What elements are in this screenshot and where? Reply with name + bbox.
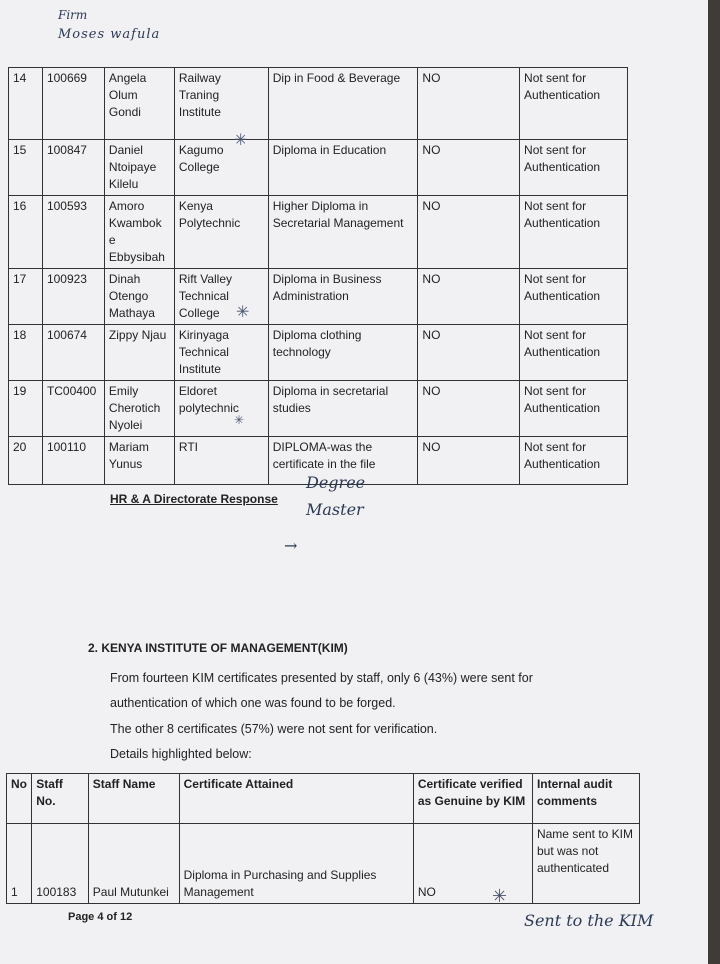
cell-staff-no: 100847	[42, 140, 104, 196]
cell-certificate: Diploma clothing technology	[268, 325, 418, 381]
page-number: Page 4 of 12	[68, 911, 133, 923]
cell-institution: Kirinyaga Technical Institute	[174, 325, 268, 381]
section-2-paragraph-2: The other 8 certificates (57%) were not sent for verification.	[110, 722, 438, 736]
handwritten-note-top-2: Moses wafula	[58, 27, 161, 42]
handwritten-arrow: →	[284, 536, 298, 555]
header-staff-name: Staff Name	[88, 774, 179, 824]
cell-staff-no: 100923	[42, 269, 104, 325]
cell-comment: Not sent for Authentication	[520, 196, 628, 269]
cell-certificate: Dip in Food & Beverage	[268, 68, 418, 140]
cell-certificate: Diploma in secretarial studies	[268, 381, 418, 437]
cell-institution: Eldoret polytechnic	[174, 381, 268, 437]
cell-name: Angela Olum Gondi	[104, 68, 174, 140]
cell-verified: NO	[418, 437, 520, 485]
section-2-paragraph-1: From fourteen KIM certificates presented by staff, only 6 (43%) were sent for	[110, 671, 533, 685]
cell-comment: Not sent for Authentication	[520, 325, 628, 381]
table-row	[9, 269, 628, 325]
cell-name: Mariam Yunus	[104, 437, 174, 485]
cell-no: 15	[9, 140, 43, 196]
asterisk-mark: ✳	[234, 132, 248, 149]
cell-staff-no: 100669	[42, 68, 104, 140]
cell-staff-no: 100674	[42, 325, 104, 381]
handwritten-note-bottom: Sent to the KIM	[524, 911, 654, 930]
section-2-paragraph-1b: authentication of which one was found to be forged.	[110, 696, 396, 710]
cell-name: Paul Mutunkei	[88, 824, 179, 904]
asterisk-mark: ✳	[236, 304, 250, 321]
cell-certificate: Diploma in Business Administration	[268, 269, 418, 325]
cell-name: Daniel Ntoipaye Kilelu	[104, 140, 174, 196]
header-comments: Internal audit comments	[532, 774, 639, 824]
cell-certificate: Diploma in Education	[268, 140, 418, 196]
table-row	[9, 381, 628, 437]
section-2-heading: 2. KENYA INSTITUTE OF MANAGEMENT(KIM)	[88, 641, 348, 655]
cell-verified: NO	[418, 196, 520, 269]
header-no: No	[7, 774, 32, 824]
cell-no: 1	[7, 824, 32, 904]
section-2-paragraph-3: Details highlighted below:	[110, 747, 252, 761]
table-row	[7, 824, 640, 904]
cell-comment: Not sent for Authentication	[520, 437, 628, 485]
cell-institution: Railway Traning Institute	[174, 68, 268, 140]
cell-name: Emily Cherotich Nyolei	[104, 381, 174, 437]
cell-comment: Not sent for Authentication	[520, 269, 628, 325]
cell-no: 20	[9, 437, 43, 485]
cell-staff-no: TC00400	[42, 381, 104, 437]
cell-name: Zippy Njau	[104, 325, 174, 381]
cell-verified: NO	[413, 824, 532, 904]
cell-staff-no: 100183	[32, 824, 89, 904]
hr-response-heading: HR & A Directorate Response	[110, 492, 278, 506]
asterisk-mark: ✳	[492, 886, 508, 906]
cell-comment: Not sent for Authentication	[520, 68, 628, 140]
cell-certificate: Higher Diploma in Secretarial Management	[268, 196, 418, 269]
kim-certificates-table	[6, 773, 640, 904]
cell-verified: NO	[418, 68, 520, 140]
asterisk-mark: ✳	[234, 413, 245, 427]
cell-no: 14	[9, 68, 43, 140]
cell-comment: Not sent for Authentication	[520, 140, 628, 196]
cell-no: 18	[9, 325, 43, 381]
header-certificate: Certificate Attained	[179, 774, 413, 824]
handwritten-note-degree: Degree	[306, 473, 366, 492]
cell-comment: Not sent for Authentication	[520, 381, 628, 437]
table-row	[9, 140, 628, 196]
table-header-row	[7, 774, 640, 824]
cell-verified: NO	[418, 140, 520, 196]
cell-staff-no: 100110	[42, 437, 104, 485]
cell-comment: Name sent to KIM but was not authenticated	[532, 824, 639, 904]
cell-verified: NO	[418, 325, 520, 381]
cell-certificate: Diploma in Purchasing and Supplies Management	[179, 824, 413, 904]
cell-institution: Kenya Polytechnic	[174, 196, 268, 269]
cell-name: Dinah Otengo Mathaya	[104, 269, 174, 325]
cell-name: Amoro Kwambok e Ebbysibah	[104, 196, 174, 269]
table-row	[9, 68, 628, 140]
table-row	[9, 325, 628, 381]
cell-no: 16	[9, 196, 43, 269]
table-row	[9, 196, 628, 269]
cell-verified: NO	[418, 381, 520, 437]
handwritten-note-top-1: Firm	[58, 8, 88, 22]
handwritten-note-master: Master	[306, 500, 364, 519]
cell-institution: Rift Valley Technical College	[174, 269, 268, 325]
cell-institution: Kagumo College	[174, 140, 268, 196]
header-staff-no: Staff No.	[32, 774, 89, 824]
cell-verified: NO	[418, 269, 520, 325]
page-edge-shadow	[708, 0, 720, 964]
staff-certificates-table	[8, 67, 628, 485]
cell-staff-no: 100593	[42, 196, 104, 269]
cell-certificate: DIPLOMA-was the certificate in the file	[268, 437, 418, 485]
cell-no: 17	[9, 269, 43, 325]
header-verified: Certificate verified as Genuine by KIM	[413, 774, 532, 824]
cell-no: 19	[9, 381, 43, 437]
cell-institution: RTI	[174, 437, 268, 485]
